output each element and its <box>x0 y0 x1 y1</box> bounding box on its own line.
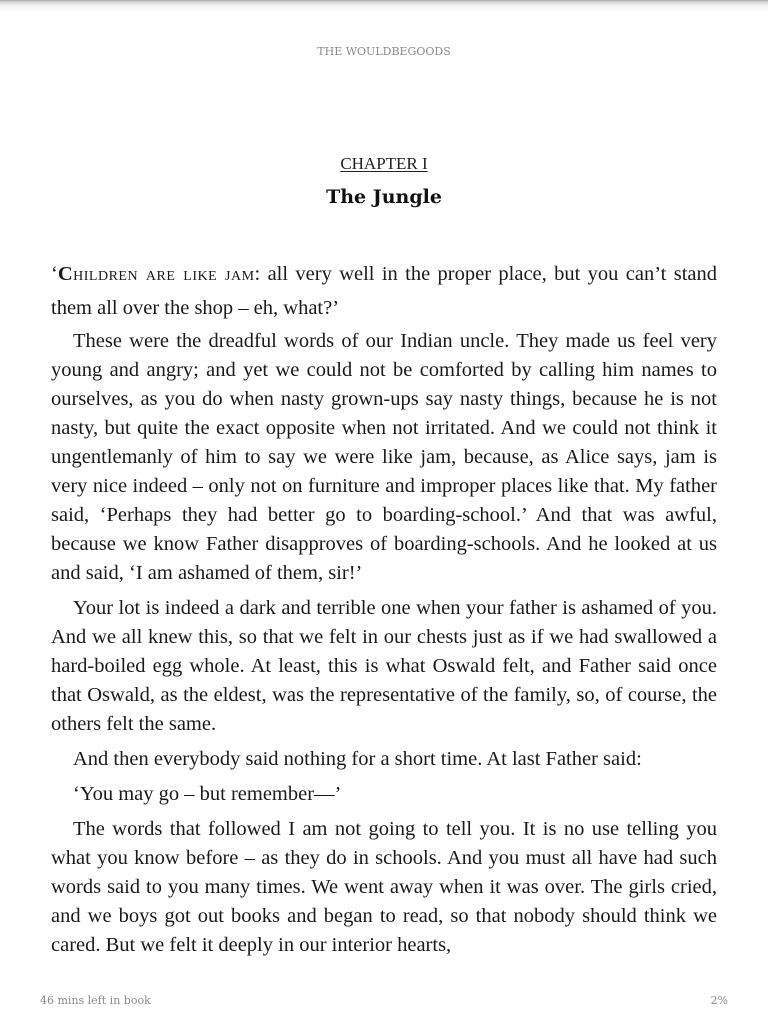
opening-paragraph <box>51 257 717 325</box>
chapter-title: The Jungle <box>326 186 442 208</box>
smallcaps-text: hildren are like jam <box>73 263 255 285</box>
top-edge-shadow <box>0 0 768 12</box>
running-head-book-title: THE WOULDBEGOODS <box>317 45 451 58</box>
opening-rest: : all very well in the proper place, but you can’t stand them all over the shop – eh, what?’ <box>51 263 717 319</box>
paragraph: The words that followed I am not going to tell you. It is no use telling you what you know before – as they do in schools. And you must all have had such words said to you many times. We went away when it was over. The girls cried, and we boys got out books and began to read, so that nobody should think we cared. But we felt it deeply in our interior hearts, <box>51 818 717 956</box>
opening-quote: ‘ <box>51 263 58 285</box>
paragraph: These were the dreadful words of our Indian uncle. They made us feel very young and angry; and yet we could not be comforted by calling him names to ourselves, as you do when nasty grown-ups say nasty things, because he is not nasty, but quite the exact opposite when not irritated. And we could not think it ungentlemanly of him to say we were like jam, because, as Alice says, jam is very nice indeed – only not on furniture and improper places like that. My father said, ‘Perhaps they had better go to boarding-school.’ And that was awful, because we know Father disapproves of boarding-schools. And he looked at us and said, ‘I am ashamed of them, sir!’ <box>51 330 717 584</box>
paragraph: ‘You may go – but remember—’ <box>73 783 342 805</box>
paragraph: And then everybody said nothing for a short time. At last Father said: <box>73 748 642 770</box>
paragraph: Your lot is indeed a dark and terrible one when your father is ashamed of you. And we all knew this, so that we felt in our chests just as if we had swallowed a hard-boiled egg whole. At least, this is what Oswald felt, and Father said once that Oswald, as the eldest, was the representative of the family, so, of course, the others felt the same. <box>51 597 717 735</box>
chapter-body <box>51 257 717 966</box>
time-left-indicator: 46 mins left in book <box>40 994 151 1007</box>
drop-initial: C <box>57 263 74 285</box>
chapter-label: CHAPTER I <box>340 154 428 173</box>
progress-percent: 2% <box>710 994 728 1007</box>
opening-smallcaps <box>58 263 255 285</box>
